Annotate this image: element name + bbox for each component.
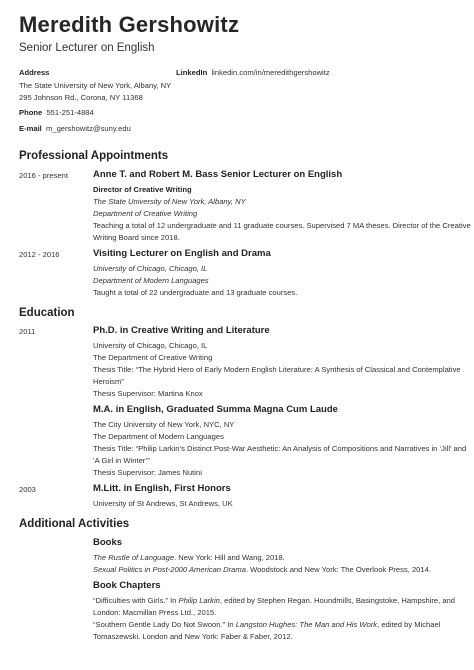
email-value[interactable]: m_gershowitz@suny.edu [46, 124, 131, 133]
chapter-2-line-2: Tomaszewski. London and New York: Faber & Faber, 2012. [93, 632, 293, 641]
appointment-2-institution: University of Chicago, Chicago, IL [93, 264, 208, 273]
books-heading: Books [93, 537, 123, 548]
chapter-2-book: Langston Hughes: The Man and His Work [235, 620, 378, 629]
appointment-1-institution: The State University of New York, Albany, NY [93, 197, 246, 206]
chapter-1-line-1 [93, 595, 455, 607]
email-label: E-mail [19, 124, 42, 133]
section-heading-appointments: Professional Appointments [19, 150, 169, 162]
education-3-degree: M.Litt. in English, First Honors [93, 483, 231, 494]
appointment-1-desc-line-1: Teaching a total of 12 undergraduate and 11 graduate courses. Supervised 7 MA theses. Director of the Creative [93, 221, 471, 230]
chapters-heading: Book Chapters [93, 580, 161, 591]
education-1-thesis-line-2: Heroism” [93, 377, 124, 386]
book-2 [93, 564, 431, 576]
education-1-institution: University of Chicago, Chicago, IL [93, 341, 208, 350]
address-line-2: 295 Johnson Rd., Corona, NY 11368 [19, 93, 143, 102]
linkedin-value[interactable]: linkedin.com/in/meredithgershowitz [211, 68, 330, 77]
section-heading-activities: Additional Activities [19, 518, 130, 530]
education-1-thesis-line-1: Thesis Title: “The Hybrid Hero of Early Modern English Literature: A Synthesis of Classical and Contemplative [93, 365, 461, 374]
section-heading-education: Education [19, 307, 75, 319]
candidate-name: Meredith Gershowitz [19, 12, 240, 37]
education-1-supervisor: Thesis Supervisor: Martina Knox [93, 389, 203, 398]
education-1-date: 2011 [19, 327, 36, 336]
chapter-1-book: Philip Larkin [178, 596, 220, 605]
education-1-degree: Ph.D. in Creative Writing and Literature [93, 325, 270, 336]
book-1 [93, 552, 285, 564]
candidate-title: Senior Lecturer on English [19, 42, 155, 54]
book-2-details: . Woodstock and New York: The Overlook Press, 2014. [245, 565, 431, 574]
education-2-supervisor: Thesis Supervisor: James Nutini [93, 468, 202, 477]
phone-label: Phone [19, 108, 43, 117]
linkedin-label: LinkedIn [176, 68, 208, 77]
address-line-1: The State University of New York, Albany, NY [19, 81, 172, 90]
phone-row [19, 107, 94, 119]
education-1-department: The Department of Creative Writing [93, 353, 213, 362]
chapter-1-pre: “Difficulties with Girls.” In [93, 596, 179, 605]
email-row [19, 123, 131, 135]
appointment-1-subtitle: Director of Creative Writing [93, 185, 192, 194]
phone-value: 551-251-4884 [46, 108, 94, 117]
education-2-institution: The City University of New York, NYC, NY [93, 420, 235, 429]
education-2-degree: M.A. in English, Graduated Summa Magna Cum Laude [93, 404, 338, 415]
appointment-1-desc-line-2: Writing Board since 2018. [93, 233, 180, 242]
book-1-title: The Rustle of Language [93, 553, 175, 562]
chapter-2-post: , edited by Michael [377, 620, 441, 629]
education-2-thesis-line-1: Thesis Title: “Philip Larkin’s Distinct Post-War Aesthetic: An Analysis of Compositions and Narratives in ‘Jill’ and [93, 444, 467, 453]
chapter-2-line-1 [93, 619, 440, 631]
chapter-1-line-2: London: Macmillan Press Ltd., 2015. [93, 608, 217, 617]
appointment-1-date: 2016 - present [19, 171, 68, 180]
appointment-2-role: Visiting Lecturer on English and Drama [93, 248, 271, 259]
chapter-2-pre: “Southern Gentle Lady Do Not Swoon.” In [93, 620, 236, 629]
book-1-details: . New York: Hill and Wang, 2018. [174, 553, 285, 562]
education-3-date: 2003 [19, 485, 36, 494]
education-3-institution: University of St Andrews, St Andrews, UK [93, 499, 233, 508]
appointment-2-department: Department of Modern Languages [93, 276, 209, 285]
appointment-1-role: Anne T. and Robert M. Bass Senior Lecturer on English [93, 169, 343, 180]
education-2-thesis-line-2: ‘A Girl in Winter’” [93, 456, 150, 465]
education-2-department: The Department of Modern Languages [93, 432, 224, 441]
appointment-2-date: 2012 - 2016 [19, 250, 60, 259]
chapter-1-post: , edited by Stephen Regan. Houndmills, Basingstoke, Hampshire, and [219, 596, 456, 605]
linkedin-row [176, 67, 330, 79]
appointment-1-department: Department of Creative Writing [93, 209, 198, 218]
book-2-title: Sexual Politics in Post-2000 American Drama [93, 565, 246, 574]
address-label: Address [19, 68, 50, 77]
appointment-2-desc: Taught a total of 22 undergraduate and 13 graduate courses. [93, 288, 298, 297]
